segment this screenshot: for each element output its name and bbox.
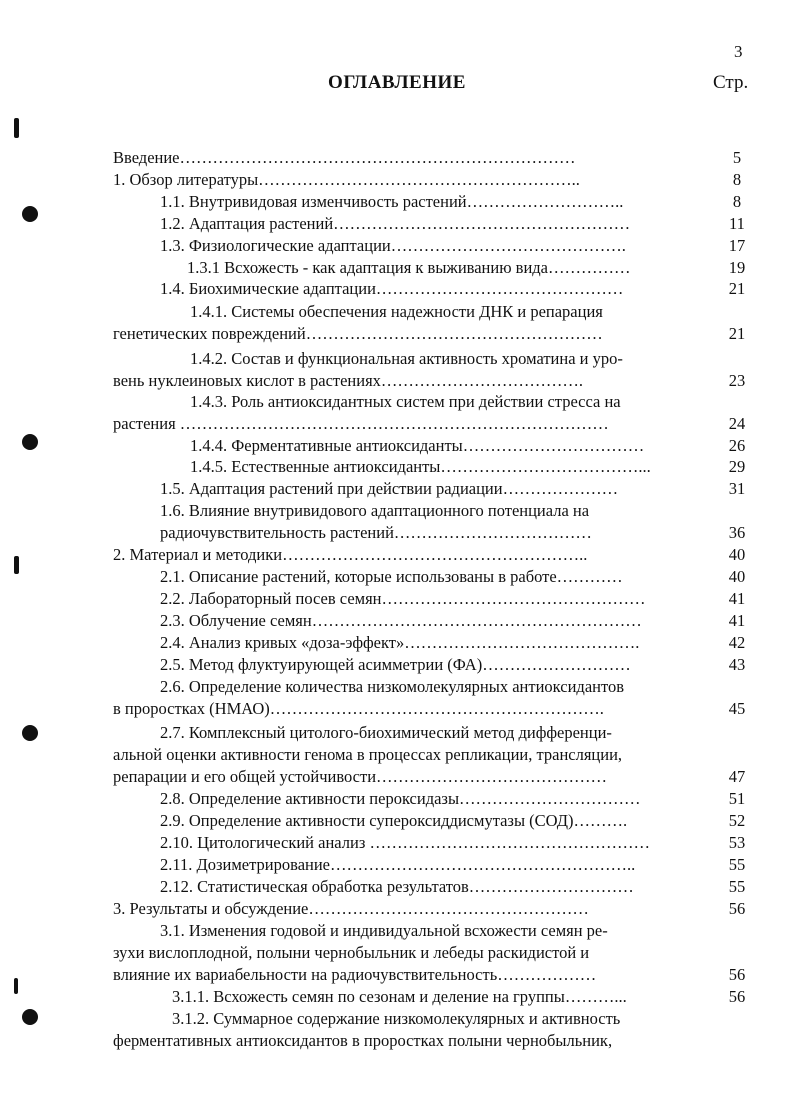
toc-entry-line: 1. Обзор литературы………………………………………………….. [113,170,580,189]
toc-entry-line: 2.12. Статистическая обработка результатов………………………… [160,877,634,896]
toc-page-number: 55 [728,877,746,896]
toc-entry-line: Введение……………………………………………………………… [113,148,576,167]
toc-entry-line: 1.4.2. Состав и функциональная активность хроматина и уро- [190,349,623,368]
toc-entry-line: 1.4.3. Роль антиоксидантных систем при действии стресса на [190,392,621,411]
toc-entry-line: 2.2. Лабораторный посев семян………………………………………… [160,589,646,608]
binding-hole [22,1009,38,1025]
toc-entry-line: альной оценки активности генома в процессах репликации, трансляции, [113,745,623,764]
punch-mark [14,978,18,994]
toc-page-number: 47 [728,767,746,786]
toc-entry-line: 2.4. Анализ кривых «доза-эффект»……………………………………. [160,633,640,652]
toc-page-number: 31 [728,479,746,498]
toc-page-number: 40 [728,567,746,586]
toc-page-number: 11 [729,214,745,233]
toc-page-number: 41 [728,611,746,630]
toc-entry-line: 2.6. Определение количества низкомолекулярных антиоксидантов [160,677,625,696]
punch-mark [14,556,19,574]
toc-page-number: 5 [732,148,742,167]
toc-entry-line: 2.8. Определение активности пероксидазы…………………………… [160,789,641,808]
toc-entry-line: 2.5. Метод флуктуирующей асимметрии (ФА)……………………… [160,655,631,674]
toc-entry-line: зухи вислоплодной, полыни чернобыльник и лебеды раскидистой и [113,943,590,962]
toc-page-number: 45 [728,699,746,718]
toc-entry-line: 2.10. Цитологический анализ …………………………………………… [160,833,650,852]
toc-entry-line: 2.1. Описание растений, которые использованы в работе………… [160,567,623,586]
toc-page-number: 53 [728,833,746,852]
punch-mark [14,118,19,138]
binding-hole [22,206,38,222]
toc-page-number: 56 [728,987,746,1006]
toc-page-number: 42 [728,633,746,652]
toc-page-number: 56 [728,899,746,918]
toc-page-number: 8 [732,192,742,211]
toc-entry-line: 1.1. Внутривидовая изменчивость растений……………………….. [160,192,624,211]
toc-page-number: 21 [728,279,746,298]
toc-entry-line: влияние их вариабельности на радиочувствительность……………… [113,965,597,984]
toc-entry-line: 1.2. Адаптация растений……………………………………………… [160,214,631,233]
toc-entry-line: 2.3. Облучение семян…………………………………………………… [160,611,642,630]
toc-entry-line: 2.9. Определение активности супероксиддисмутазы (СОД)………. [160,811,628,830]
toc-page-number: 19 [728,258,746,277]
toc-entry-line: 1.4. Биохимические адаптации……………………………………… [160,279,624,298]
toc-page-number: 26 [728,436,746,455]
toc-entry-line: генетических повреждений……………………………………………… [113,324,603,343]
page-title: ОГЛАВЛЕНИЕ [328,72,466,93]
toc-page-number: 8 [732,170,742,189]
toc-page-number: 23 [728,371,746,390]
toc-entry-line: ферментативных антиоксидантов в проростках полыни чернобыльник, [113,1031,613,1050]
toc-entry-line: 1.4.4. Ферментативные антиоксиданты…………………………… [190,436,645,455]
toc-entry-line: 2.11. Дозиметрирование……………………………………………….. [160,855,636,874]
toc-entry-line: растения …………………………………………………………………… [113,414,609,433]
toc-entry-line: 3. Результаты и обсуждение…………………………………………… [113,899,589,918]
toc-entry-line: 2. Материал и методики……………………………………………….. [113,545,588,564]
toc-page-number: 55 [728,855,746,874]
toc-entry-line: 1.3. Физиологические адаптации……………………………………. [160,236,626,255]
page-number: 3 [734,42,743,61]
toc-page-number: 52 [728,811,746,830]
toc-entry-line: 1.5. Адаптация растений при действии радиации………………… [160,479,619,498]
toc-entry-line: репарации и его общей устойчивости…………………………………… [113,767,608,786]
toc-entry-line: 1.6. Влияние внутривидового адаптационного потенциала на [160,501,590,520]
toc-entry-line: 1.4.5. Естественные антиоксиданты………………………………... [190,457,651,476]
toc-page-number: 56 [728,965,746,984]
toc-entry-line: радиочувствительность растений……………………………… [160,523,592,542]
toc-page-number: 43 [728,655,746,674]
toc-page-number: 29 [728,457,746,476]
toc-page-number: 17 [728,236,746,255]
toc-page-number: 36 [728,523,746,542]
toc-page-number: 41 [728,589,746,608]
toc-entry-line: 3.1.1. Всхожесть семян по сезонам и деление на группы………... [172,987,627,1006]
toc-entry-line: 3.1. Изменения годовой и индивидуальной всхожести семян ре- [160,921,608,940]
toc-entry-line: 1.3.1 Всхожесть - как адаптация к выживанию вида…………… [187,258,631,277]
toc-entry-line: 3.1.2. Суммарное содержание низкомолекулярных и активность [172,1009,621,1028]
toc-entry-line: вень нуклеиновых кислот в растениях………………………………. [113,371,584,390]
page-column-label: Стр. [713,72,749,93]
toc-page-number: 51 [728,789,746,808]
toc-entry-line: 1.4.1. Системы обеспечения надежности ДНК и репарация [190,302,603,321]
toc-page-number: 21 [728,324,746,343]
binding-hole [22,725,38,741]
binding-hole [22,434,38,450]
toc-entry-line: 2.7. Комплексный цитолого-биохимический метод дифференци- [160,723,612,742]
toc-page-number: 40 [728,545,746,564]
toc-page-number: 24 [728,414,746,433]
toc-entry-line: в проростках (НМАО)……………………………………………………. [113,699,604,718]
